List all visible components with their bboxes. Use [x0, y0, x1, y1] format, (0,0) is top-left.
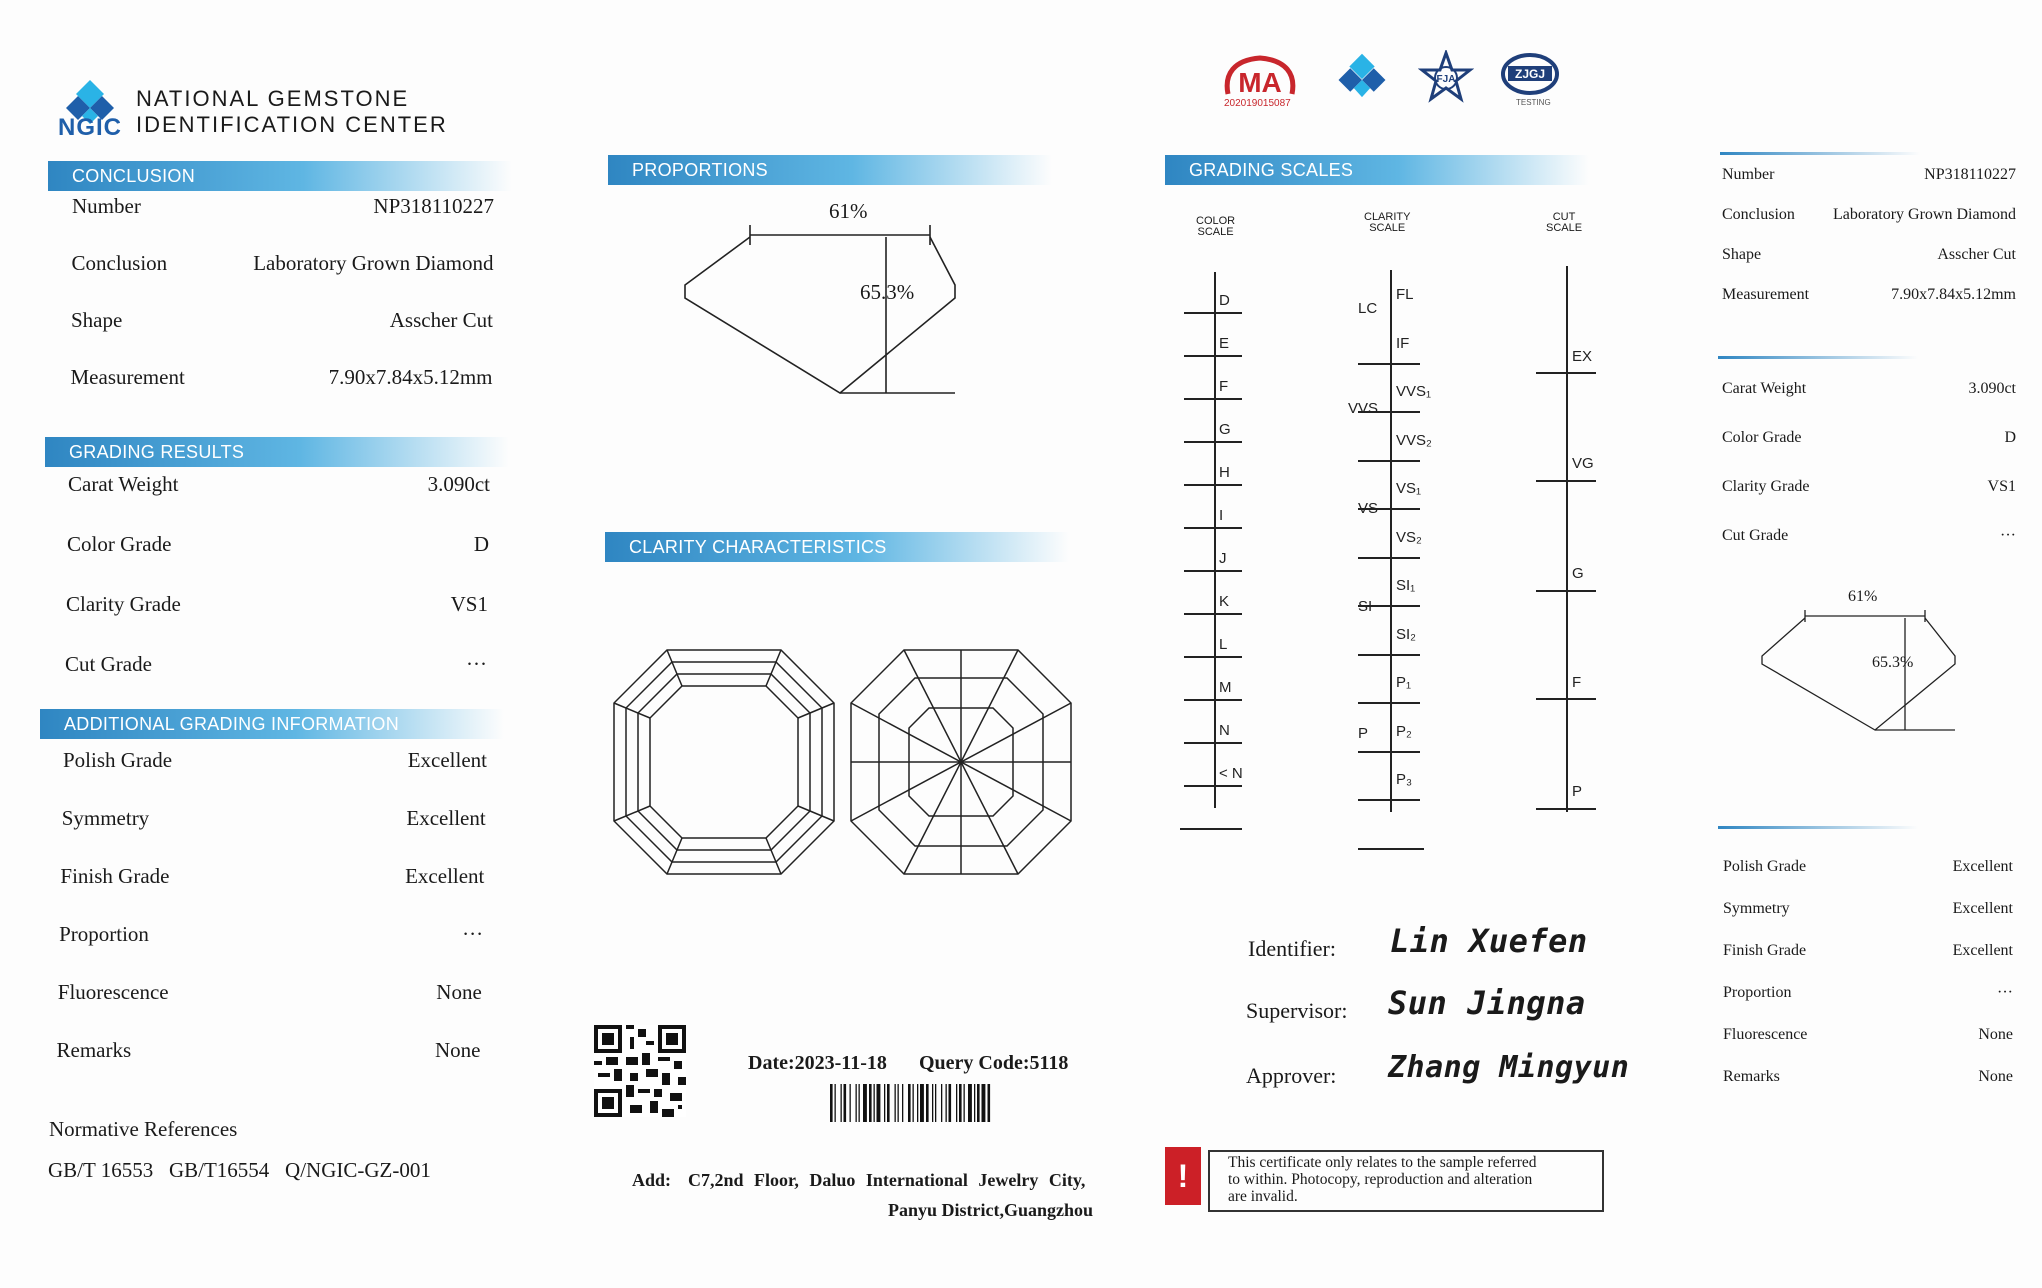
clarity-scale-tick	[1358, 654, 1420, 656]
conclusion-banner	[48, 161, 512, 191]
address-line2: Panyu District,Guangzhou	[888, 1200, 1094, 1220]
grading-scales-banner	[1165, 155, 1589, 185]
grading-row	[67, 532, 489, 558]
identifier-label: Identifier:	[1248, 936, 1336, 961]
summary-bottom-label: Fluorescence	[1723, 1026, 1808, 1043]
summary-depth-pct: 65.3%	[1872, 654, 1914, 671]
grading-row	[66, 592, 488, 618]
grading-row	[68, 472, 490, 498]
summary-bottom-label: Remarks	[1723, 1068, 1780, 1085]
summary-top-label: Measurement	[1722, 286, 1810, 303]
clarity-grade-label: FL	[1396, 286, 1414, 303]
conclusion-value: Laboratory Grown Diamond	[253, 251, 494, 275]
grading-value: ···	[466, 652, 487, 676]
additional-row	[60, 864, 484, 890]
summary-divider-bottom	[1718, 826, 1918, 829]
warning-icon	[1165, 1147, 1201, 1205]
color-scale-tick	[1184, 742, 1242, 744]
color-grade-label: I	[1219, 507, 1224, 524]
color-scale-tick	[1184, 441, 1242, 443]
clarity-grade-label: SI₁	[1396, 577, 1416, 594]
color-scale-title-1: COLOR	[1196, 215, 1236, 227]
asscher-crown-diagram	[612, 648, 836, 876]
summary-profile-diagram	[1755, 598, 1965, 738]
color-scale-tick	[1180, 828, 1242, 830]
clarity-characteristics-title: CLARITY CHARACTERISTICS	[629, 537, 887, 557]
clarity-grade-label: SI₂	[1396, 625, 1416, 643]
summary-bottom-label: Finish Grade	[1723, 942, 1807, 959]
ngic-diamond-mark-icon	[1330, 52, 1394, 108]
summary-bottom-value: Excellent	[1952, 900, 2013, 917]
additional-value: Excellent	[407, 748, 487, 772]
summary-divider-top	[1720, 152, 1920, 155]
identifier-signature: Lin Xuefen	[1390, 922, 1588, 960]
grading-label: Clarity Grade	[66, 592, 181, 616]
cut-scale-tick	[1536, 480, 1596, 482]
conclusion-row	[72, 194, 494, 220]
clarity-grade-label: P₂	[1396, 722, 1412, 740]
org-name-line2: IDENTIFICATION CENTER	[136, 112, 448, 137]
summary-bottom-label: Symmetry	[1723, 900, 1790, 917]
summary-mid-value: D	[2004, 429, 2016, 446]
clarity-grade-label: P₁	[1396, 674, 1412, 691]
clarity-scale-tick	[1358, 702, 1420, 704]
summary-top-row	[1722, 246, 2016, 272]
color-scale-tick	[1184, 613, 1242, 615]
proportion-profile-diagram	[670, 195, 970, 405]
grading-value: 3.090ct	[427, 472, 490, 496]
summary-mid-value: ···	[2000, 527, 2016, 544]
normative-refs: GB/T 16553 GB/T16554 Q/NGIC-GZ-001	[48, 1158, 431, 1182]
qr-code	[594, 1024, 686, 1118]
zjgj-sub: TESTING	[1516, 98, 1551, 107]
color-scale-tick	[1184, 527, 1242, 529]
normative-title: Normative References	[49, 1117, 238, 1141]
color-scale-title-2: SCALE	[1197, 226, 1234, 238]
approver-label: Approver:	[1246, 1063, 1337, 1088]
cut-scale-tick	[1536, 698, 1596, 700]
clarity-scale-title-1: CLARITY	[1364, 211, 1411, 223]
notice-line2: to within. Photocopy, reproduction and alteration	[1228, 1171, 1533, 1188]
summary-top-label: Shape	[1722, 246, 1762, 263]
cma-number: 202019015087	[1224, 98, 1291, 109]
additional-info-banner	[40, 709, 504, 739]
additional-row	[57, 1038, 481, 1064]
depth-percentage: 65.3%	[860, 280, 915, 304]
summary-bottom-row	[1723, 984, 2013, 1010]
color-grade-label: M	[1219, 679, 1232, 696]
summary-top-value: Asscher Cut	[1937, 246, 2016, 263]
summary-bottom-row	[1723, 942, 2013, 968]
conclusion-value: 7.90x7.84x5.12mm	[328, 365, 493, 389]
color-scale-tick	[1184, 355, 1242, 357]
summary-mid-value: 3.090ct	[1968, 380, 2016, 397]
additional-row	[58, 980, 482, 1006]
notice-box	[1208, 1150, 1604, 1212]
cut-grade-label: G	[1572, 565, 1584, 582]
color-grade-label: G	[1219, 421, 1231, 438]
color-grade-label: F	[1219, 378, 1229, 395]
supervisor-signature: Sun Jingna	[1388, 984, 1586, 1022]
cut-scale-title	[1546, 212, 1582, 234]
clarity-scale-tick	[1358, 848, 1424, 850]
conclusion-value: Asscher Cut	[389, 308, 493, 332]
barcode	[830, 1084, 1070, 1124]
clarity-scale-tick	[1358, 799, 1420, 801]
summary-bottom-value: Excellent	[1952, 858, 2013, 875]
summary-top-value: NP318110227	[1924, 166, 2016, 183]
cut-scale-title-1: CUT	[1552, 211, 1576, 223]
clarity-group-label: P	[1358, 725, 1369, 742]
additional-label: Remarks	[56, 1038, 132, 1062]
summary-mid-row	[1722, 429, 2016, 455]
clarity-grade-label: P₃	[1396, 771, 1413, 788]
clarity-group-label: LC	[1358, 300, 1378, 317]
cut-grade-label: P	[1572, 783, 1583, 800]
grading-row	[65, 652, 487, 678]
color-grade-label: L	[1219, 636, 1228, 653]
qr-code-icon	[594, 1024, 686, 1118]
fja-star-seal-icon	[1418, 50, 1474, 106]
clarity-grade-label: VVS₁	[1396, 383, 1432, 400]
color-grade-label: D	[1219, 292, 1230, 309]
color-scale-tick	[1184, 656, 1242, 658]
additional-value: Excellent	[405, 864, 485, 888]
conclusion-label: Measurement	[70, 365, 185, 389]
ngic-logo-text: NGIC	[58, 114, 122, 141]
clarity-grade-label: VVS₂	[1396, 431, 1432, 449]
summary-bottom-row	[1723, 1026, 2013, 1052]
clarity-grade-label: IF	[1396, 334, 1410, 352]
svg-text:MA: MA	[1238, 67, 1282, 98]
summary-table-pct: 61%	[1845, 588, 1880, 606]
clarity-scale-axis	[1390, 270, 1392, 812]
summary-mid-value: VS1	[1987, 478, 2016, 495]
barcode-icon	[830, 1084, 1070, 1124]
summary-top-label: Number	[1722, 166, 1775, 183]
summary-bottom-row	[1723, 1068, 2013, 1094]
conclusion-row	[72, 251, 494, 277]
color-scale-tick	[1184, 484, 1242, 486]
grading-label: Cut Grade	[65, 652, 152, 676]
grading-value: VS1	[450, 592, 488, 616]
color-scale-title	[1196, 216, 1235, 238]
clarity-grade-label: VS₁	[1396, 480, 1422, 497]
zjgj-seal-icon	[1500, 52, 1560, 96]
zjgj-logo	[1500, 52, 1560, 110]
color-grade-label: J	[1219, 550, 1227, 567]
clarity-plot-pavilion	[849, 648, 1073, 876]
summary-divider-mid	[1718, 356, 1918, 359]
summary-top-row	[1722, 286, 2016, 312]
additional-value: None	[436, 980, 482, 1004]
additional-info-title: ADDITIONAL GRADING INFORMATION	[64, 714, 400, 734]
additional-value: Excellent	[406, 806, 486, 830]
supervisor-label: Supervisor:	[1246, 998, 1348, 1023]
notice-line3: are invalid.	[1228, 1188, 1298, 1205]
summary-bottom-row	[1723, 858, 2013, 884]
color-scale-tick	[1184, 785, 1242, 787]
approver-signature: Zhang Mingyun	[1388, 1050, 1630, 1085]
color-scale-tick	[1184, 570, 1242, 572]
summary-bottom-value: ···	[1997, 984, 2013, 1001]
clarity-scale-tick	[1358, 460, 1420, 462]
color-grade-label: E	[1219, 335, 1230, 352]
summary-bottom-row	[1723, 900, 2013, 926]
cut-scale-title-2: SCALE	[1546, 222, 1583, 234]
grading-label: Color Grade	[67, 532, 172, 556]
proportions-banner	[608, 155, 1052, 185]
svg-text:ZJGJ: ZJGJ	[1514, 67, 1546, 81]
summary-top-label: Conclusion	[1722, 206, 1795, 223]
summary-bottom-value: None	[1978, 1068, 2013, 1085]
svg-text:FJA: FJA	[1436, 74, 1456, 85]
summary-bottom-value: None	[1978, 1026, 2013, 1043]
additional-label: Symmetry	[61, 806, 150, 830]
ngic-mark-logo	[1330, 52, 1394, 108]
cut-scale-tick	[1536, 590, 1596, 592]
color-grade-label: K	[1219, 593, 1230, 610]
clarity-group-label: VS	[1358, 500, 1379, 517]
grading-results-title: GRADING RESULTS	[69, 442, 245, 462]
conclusion-value: NP318110227	[373, 194, 494, 218]
color-scale-axis	[1214, 272, 1216, 808]
summary-bottom-value: Excellent	[1952, 942, 2013, 959]
conclusion-label: Conclusion	[71, 251, 168, 275]
fja-logo	[1418, 50, 1474, 106]
clarity-scale-tick	[1358, 557, 1420, 559]
grading-results-banner	[45, 437, 509, 467]
additional-row	[59, 922, 483, 948]
additional-label: Proportion	[59, 922, 149, 946]
clarity-group-label: SI	[1358, 598, 1373, 615]
proportions-title: PROPORTIONS	[632, 160, 768, 180]
summary-mid-label: Cut Grade	[1722, 527, 1789, 544]
clarity-characteristics-banner	[605, 532, 1069, 562]
summary-mid-label: Color Grade	[1722, 429, 1802, 446]
additional-row	[62, 806, 486, 832]
color-grade-label: H	[1219, 464, 1230, 481]
summary-mid-label: Carat Weight	[1722, 380, 1807, 397]
clarity-scale-tick	[1358, 751, 1420, 753]
conclusion-label: Number	[72, 194, 141, 218]
cut-scale-tick	[1536, 808, 1596, 810]
cut-scale-tick	[1536, 372, 1596, 374]
clarity-group-label: VVS	[1348, 400, 1379, 417]
grading-scales-title: GRADING SCALES	[1189, 160, 1354, 180]
asscher-pavilion-diagram	[849, 648, 1073, 876]
color-scale-tick	[1184, 312, 1242, 314]
cut-grade-label: F	[1572, 674, 1582, 691]
summary-top-value: Laboratory Grown Diamond	[1832, 206, 2016, 223]
conclusion-row	[71, 308, 493, 334]
summary-top-value: 7.90x7.84x5.12mm	[1891, 286, 2016, 303]
warning-mark: !	[1177, 1158, 1189, 1194]
address-label: Add:	[632, 1170, 672, 1190]
clarity-scale-tick	[1358, 363, 1420, 365]
conclusion-label: Shape	[71, 308, 123, 332]
clarity-grade-label: VS₂	[1396, 528, 1422, 546]
grading-label: Carat Weight	[68, 472, 179, 496]
additional-label: Finish Grade	[60, 864, 170, 888]
color-scale-tick	[1184, 398, 1242, 400]
query-code-text: Query Code:5118	[919, 1052, 1069, 1074]
cut-grade-label: VG	[1572, 455, 1594, 472]
additional-value: ···	[462, 922, 484, 946]
cma-seal-icon	[1220, 54, 1300, 102]
notice-line1: This certificate only relates to the sample referred	[1228, 1154, 1537, 1171]
proportion-diagram	[670, 195, 970, 405]
summary-top-row	[1722, 166, 2016, 192]
additional-value: None	[435, 1038, 481, 1062]
additional-label: Fluorescence	[57, 980, 169, 1004]
date-text: Date:2023-11-18	[748, 1052, 887, 1074]
summary-proportion-diagram	[1755, 598, 1965, 738]
color-grade-label: < N	[1219, 765, 1243, 782]
cma-logo	[1220, 54, 1300, 112]
cut-scale-axis	[1566, 266, 1568, 812]
color-grade-label: N	[1219, 722, 1230, 739]
summary-mid-row	[1722, 380, 2016, 406]
clarity-plot-crown	[612, 648, 836, 876]
cut-grade-label: EX	[1572, 348, 1593, 365]
summary-bottom-label: Proportion	[1723, 984, 1792, 1001]
clarity-scale-title	[1364, 212, 1410, 234]
address-line1: C7,2nd Floor, Daluo International Jewelry City,	[688, 1170, 1086, 1190]
color-scale-tick	[1184, 699, 1242, 701]
org-name-line1: NATIONAL GEMSTONE	[136, 86, 410, 111]
additional-label: Polish Grade	[63, 748, 173, 772]
conclusion-row	[71, 365, 493, 391]
summary-top-row	[1722, 206, 2016, 232]
summary-bottom-label: Polish Grade	[1723, 858, 1807, 875]
summary-mid-label: Clarity Grade	[1722, 478, 1810, 495]
table-percentage: 61%	[825, 199, 872, 224]
summary-mid-row	[1722, 527, 2016, 553]
grading-value: D	[473, 532, 489, 556]
conclusion-title: CONCLUSION	[72, 166, 196, 186]
summary-mid-row	[1722, 478, 2016, 504]
clarity-scale-title-2: SCALE	[1369, 222, 1406, 234]
additional-row	[63, 748, 487, 774]
